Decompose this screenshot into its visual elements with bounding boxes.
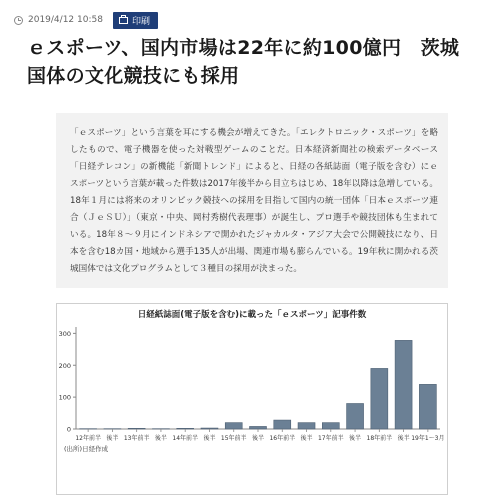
article-body-text: 「ｅスポーツ」という言葉を耳にする機会が増えてきた。「エレクトロニック・スポーツ」を略したもので、電子機器を使った対戦型ゲームのことだ。日本経済新聞社の検索データベース「日経テレコン」の新機能「新聞トレンド」によると、日経の各紙誌面（電子版を含む）にｅスポーツという言葉が載った件数は2017年後半から目立ちはじめ、18年以降は急増している。18年１月には将来のオリンピック競技への採用を目指して国内の統一団体「日本ｅスポーツ連合（ＪｅＳＵ）」（東京・中央、岡村秀樹代表理事）が誕生し、プロ選手や競技団体も生まれている。18年８〜９月にインドネシアで開かれたジャカルタ・アジア大会で公開競技になり、日本を含む18カ国・地域から選手135人が出場、関連市場も膨らんでいる。19年秋に開かれる茨城国体では文化プログラムとして３種目の採用が決まった。	[70, 128, 438, 274]
x-tick-label: 後半	[251, 435, 265, 442]
bar	[274, 420, 291, 429]
x-tick-label: 後半	[349, 435, 362, 442]
bar	[250, 426, 267, 429]
x-tick-label: 18年前半	[366, 435, 393, 442]
print-label: 印刷	[131, 16, 150, 27]
x-tick-label: 後半	[154, 435, 167, 442]
bar	[201, 428, 218, 429]
chart-source: (出所)日経作成	[64, 445, 109, 453]
chart-title: 日経紙誌面(電子版を含む)に載った「ｅスポーツ」記事件数	[137, 310, 367, 320]
y-tick-label: 100	[58, 393, 71, 402]
bar	[419, 384, 436, 429]
article-body-box	[56, 113, 448, 288]
x-tick-label: 12年前半	[75, 435, 101, 442]
printer-icon	[119, 17, 128, 24]
bar	[177, 428, 194, 429]
x-tick-label: 16年前半	[269, 435, 296, 442]
x-tick-label: 13年前半	[123, 435, 150, 442]
bar	[395, 340, 412, 429]
chart-container	[56, 303, 448, 495]
y-tick-label: 200	[58, 361, 71, 370]
bar	[298, 423, 315, 429]
y-tick-label: 0	[66, 425, 71, 434]
bar-chart	[56, 303, 448, 495]
x-tick-label: 後半	[300, 435, 313, 442]
bar	[225, 423, 242, 429]
publish-date: 2019/4/12 10:58	[28, 15, 103, 25]
chart-frame	[57, 304, 448, 495]
bar	[347, 404, 364, 430]
x-tick-label: 14年前半	[172, 435, 199, 442]
y-tick-label: 300	[58, 329, 71, 338]
x-tick-label: 後半	[397, 435, 410, 442]
clock-icon	[14, 16, 23, 25]
x-tick-label: 15年前半	[220, 435, 247, 442]
article-meta	[14, 12, 158, 28]
bar	[128, 428, 145, 429]
bar	[322, 423, 339, 429]
print-button[interactable]	[113, 12, 158, 29]
x-tick-label: 後半	[203, 435, 216, 442]
x-tick-label: 19年1〜3月	[411, 435, 445, 442]
article-title: ｅスポーツ、国内市場は22年に約100億円 茨城国体の文化競技にも採用	[27, 37, 460, 87]
x-tick-label: 17年前半	[317, 435, 344, 442]
bar	[371, 368, 388, 429]
x-tick-label: 後半	[106, 435, 119, 442]
